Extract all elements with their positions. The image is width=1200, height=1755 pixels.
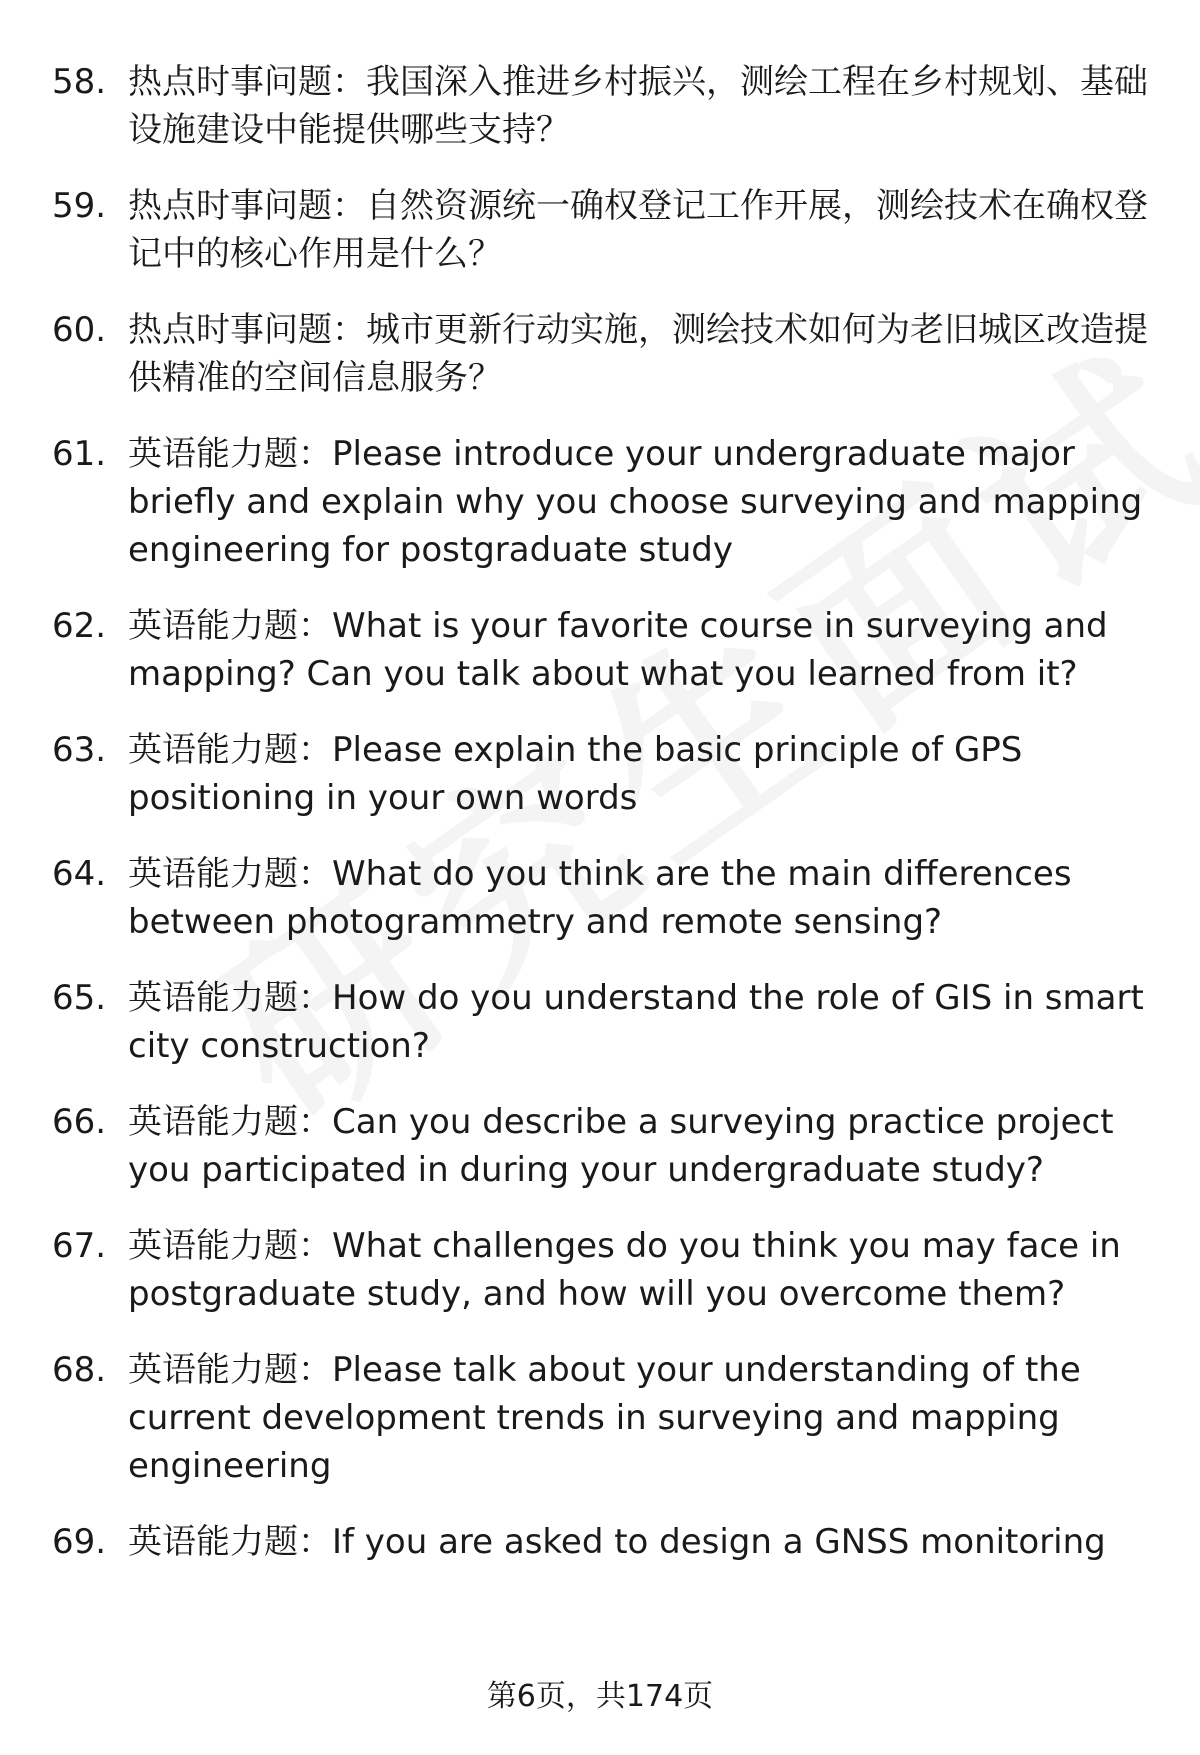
question-item <box>0 1222 1200 1318</box>
question-item <box>0 850 1200 946</box>
question-item <box>0 182 1200 278</box>
question-item <box>0 58 1200 154</box>
question-category: 英语能力题： <box>128 1522 332 1562</box>
question-text: 城市更新行动实施，测绘技术如何为老旧城区改造提供精准的空间信息服务？ <box>128 310 1148 398</box>
question-category: 英语能力题： <box>128 1350 332 1390</box>
question-item <box>0 1518 1200 1566</box>
question-item <box>0 726 1200 822</box>
question-number: 58. <box>52 62 107 102</box>
question-text: Please introduce your undergraduate major briefly and explain why you choose surveying and mapping engineering for postgraduate study <box>128 434 1143 570</box>
question-item <box>0 974 1200 1070</box>
question-number: 63. <box>52 730 107 770</box>
question-item <box>0 430 1200 574</box>
question-number: 61. <box>52 434 107 474</box>
question-number: 66. <box>52 1102 107 1142</box>
question-number: 60. <box>52 310 107 350</box>
question-category: 英语能力题： <box>128 854 332 894</box>
question-category: 英语能力题： <box>128 1102 332 1142</box>
question-category: 英语能力题： <box>128 606 332 646</box>
question-number: 64. <box>52 854 107 894</box>
question-category: 英语能力题： <box>128 434 332 474</box>
question-text: If you are asked to design a GNSS monitoring <box>332 1522 1106 1562</box>
question-category: 热点时事问题： <box>128 186 366 226</box>
question-text: 自然资源统一确权登记工作开展，测绘技术在确权登记中的核心作用是什么？ <box>128 186 1148 274</box>
question-number: 62. <box>52 606 107 646</box>
question-number: 69. <box>52 1522 107 1562</box>
question-category: 热点时事问题： <box>128 310 366 350</box>
question-category: 英语能力题： <box>128 730 332 770</box>
question-text: What challenges do you think you may face in postgraduate study, and how will you overcome them? <box>128 1226 1121 1314</box>
question-category: 英语能力题： <box>128 978 332 1018</box>
question-number: 59. <box>52 186 107 226</box>
question-text: Can you describe a surveying practice project you participated in during your undergraduate study? <box>128 1102 1114 1190</box>
question-text: Please talk about your understanding of the current development trends in surveying and mapping engineering <box>128 1350 1081 1486</box>
question-category: 热点时事问题： <box>128 62 366 102</box>
question-item <box>0 306 1200 402</box>
question-text: 我国深入推进乡村振兴，测绘工程在乡村规划、基础设施建设中能提供哪些支持？ <box>128 62 1148 150</box>
question-item <box>0 1346 1200 1490</box>
question-text: What do you think are the main differences between photogrammetry and remote sensing? <box>128 854 1072 942</box>
question-text: Please explain the basic principle of GPS positioning in your own words <box>128 730 1023 818</box>
question-item <box>0 1098 1200 1194</box>
question-number: 67. <box>52 1226 107 1266</box>
question-category: 英语能力题： <box>128 1226 332 1266</box>
question-number: 65. <box>52 978 107 1018</box>
question-number: 68. <box>52 1350 107 1390</box>
page-footer: 第6页，共174页 <box>486 1679 714 1714</box>
question-item <box>0 602 1200 698</box>
question-text: How do you understand the role of GIS in smart city construction? <box>128 978 1144 1066</box>
question-text: What is your favorite course in surveying and mapping? Can you talk about what you learned from it? <box>128 606 1108 694</box>
question-list <box>0 58 1200 1594</box>
